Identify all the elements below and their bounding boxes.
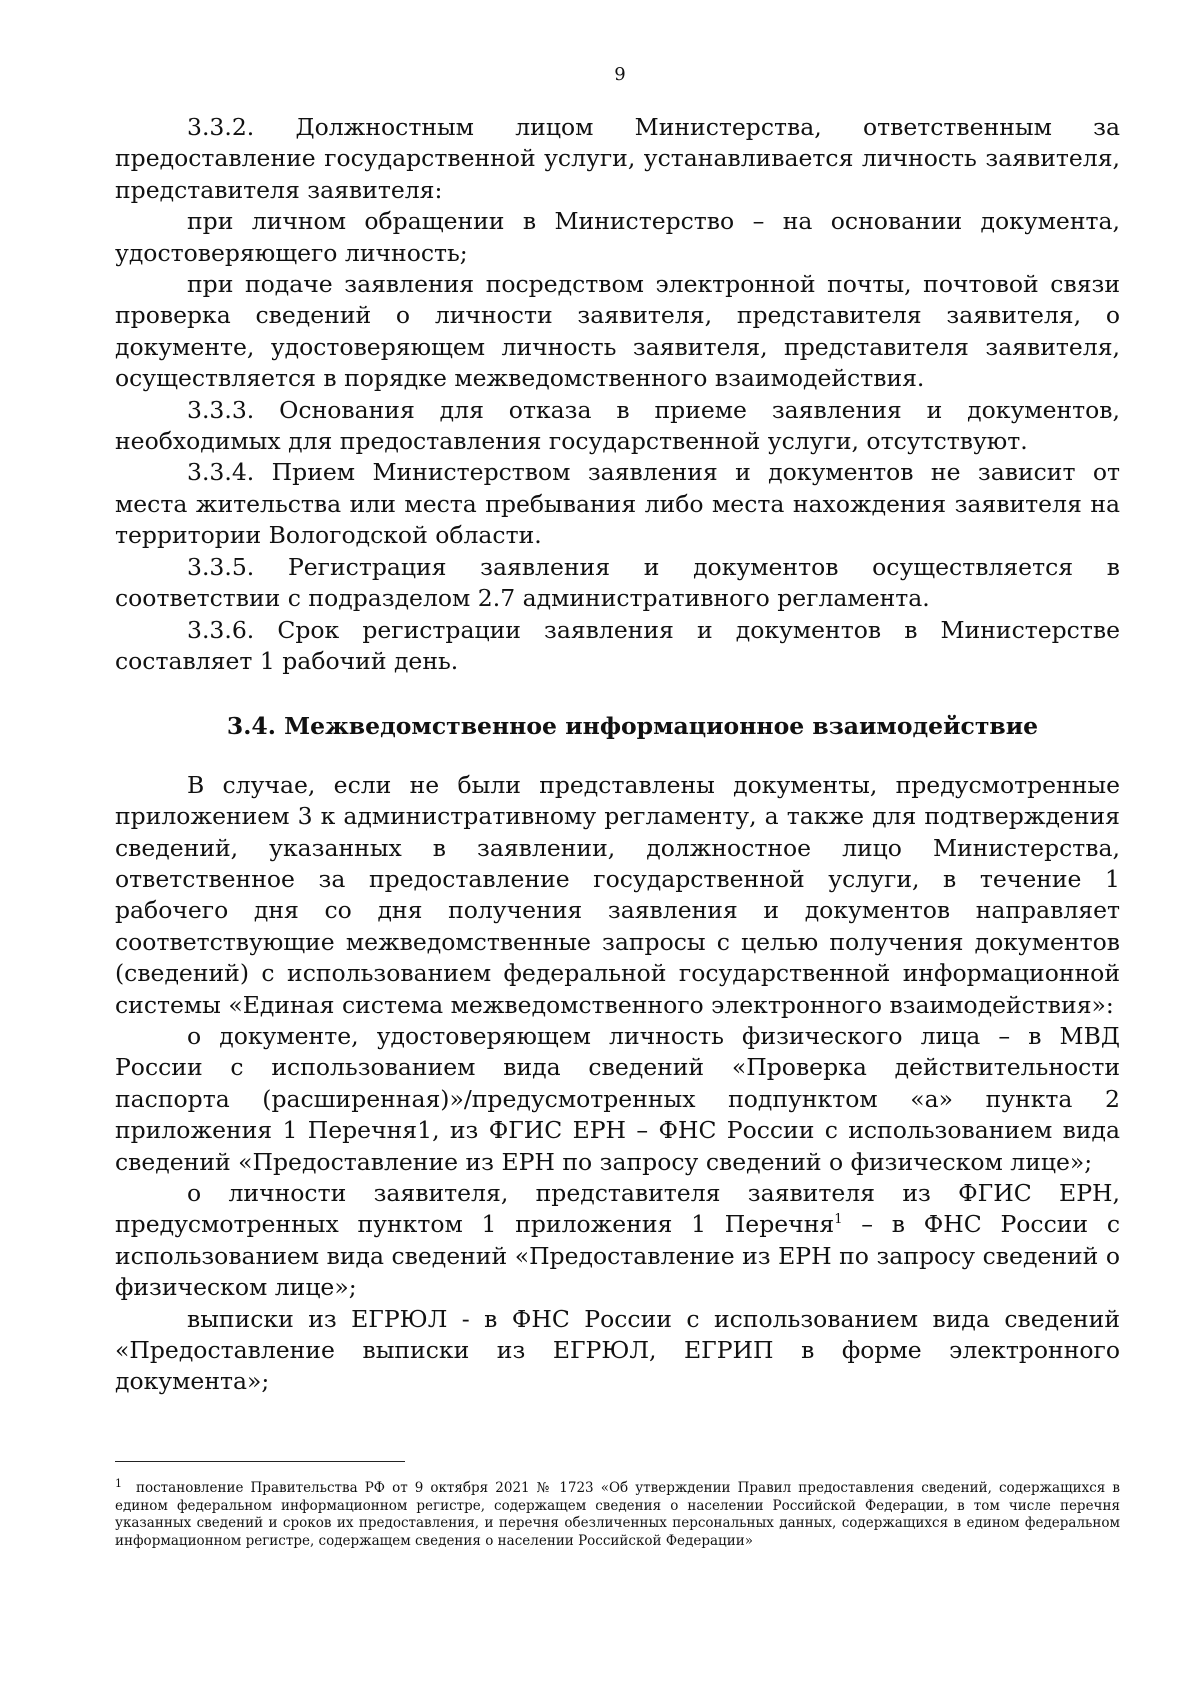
footnote-text: постановление Правительства РФ от 9 октября 2021 № 1723 «Об утверждении Правил предоставления сведений, содержащихся в едином федеральном информационном регистре, содержащем сведения о населении Российской Федерации, в том числе перечня указанных сведений и сроков их предоставления, и перечня обезличенных персональных данных, содержащихся в едином федеральном информационном регистре, содержащем сведения о населении Российской Федерации» (115, 1480, 1120, 1549)
paragraph-3-3-6: 3.3.6. Срок регистрации заявления и документов в Министерстве составляет 1 рабочий день. (115, 615, 1120, 675)
paragraph-3-3-3: 3.3.3. Основания для отказа в приеме заявления и документов, необходимых для предоставления государственной услуги, отсутствуют. (115, 395, 1120, 456)
paragraph-applicant-identity (115, 1178, 1120, 1304)
paragraph-3-3-4: 3.3.4. Прием Министерством заявления и документов не зависит от места жительства или места пребывания либо места нахождения заявителя на территории Вологодской области. (115, 458, 1120, 550)
paragraph-personal-visit: при личном обращении в Министерство – на основании документа, удостоверяющего личность; (115, 207, 1120, 267)
paragraph-3-3-5: 3.3.5. Регистрация заявления и документов осуществляется в соответствии с подразделом 2.7 административного регламента. (115, 552, 1120, 613)
document-body (115, 112, 1120, 1398)
paragraph-3-3-2: 3.3.2. Должностным лицом Министерства, ответственным за предоставление государственной услуги, устанавливается личность заявителя, представителя заявителя: (115, 113, 1120, 204)
paragraph-text-after-mark: – в ФНС России с использованием вида сведений «Предоставление из ЕРН по запросу сведений о физическом лице»; (115, 1210, 1120, 1302)
footnote (115, 1475, 1120, 1550)
paragraph-interagency-requests: В случае, если не были представлены документы, предусмотренные приложением 3 к административному регламенту, а также для подтверждения сведений, указанных в заявлении, должностное лицо Министерства, ответственное за предоставление государственной услуги, в течение 1 рабочего дня со дня получения заявления и документов направляет соответствующие межведомственные запросы с целью получения документов (сведений) с использованием федеральной государственной информационной системы «Единая система межведомственного электронного взаимодействия»: (115, 770, 1120, 1019)
page-number: 9 (614, 64, 626, 85)
footnote-separator (115, 1461, 405, 1462)
footnote-reference: 1 (834, 1212, 843, 1228)
paragraph-text-before-mark: о личности заявителя, представителя заявителя из ФГИС ЕРН, предусмотренных пунктом 1 приложения 1 Перечня (115, 1179, 1120, 1239)
paragraph-identity-document: о документе, удостоверяющем личность физического лица – в МВД России с использованием вида сведений «Проверка действительности паспорта (расширенная)»/предусмотренных подпунктом «а» пункта 2 приложения 1 Перечня1, из ФГИС ЕРН – ФНС России с использованием вида сведений «Предоставление из ЕРН по запросу сведений о физическом лице»; (115, 1021, 1120, 1176)
paragraph-egrul-extract: выписки из ЕГРЮЛ - в ФНС России с использованием вида сведений «Предоставление выписки из ЕГРЮЛ, ЕГРИП в форме электронного документа»; (115, 1304, 1120, 1396)
footnote-mark: 1 (115, 1477, 122, 1490)
section-heading: 3.4. Межведомственное информационное взаимодействие (226, 712, 1039, 741)
paragraph-remote-submission: при подаче заявления посредством электронной почты, почтовой связи проверка сведений о личности заявителя, представителя заявителя, о документе, удостоверяющем личность заявителя, представителя заявителя, осуществляется в порядке межведомственного взаимодействия. (115, 270, 1120, 393)
